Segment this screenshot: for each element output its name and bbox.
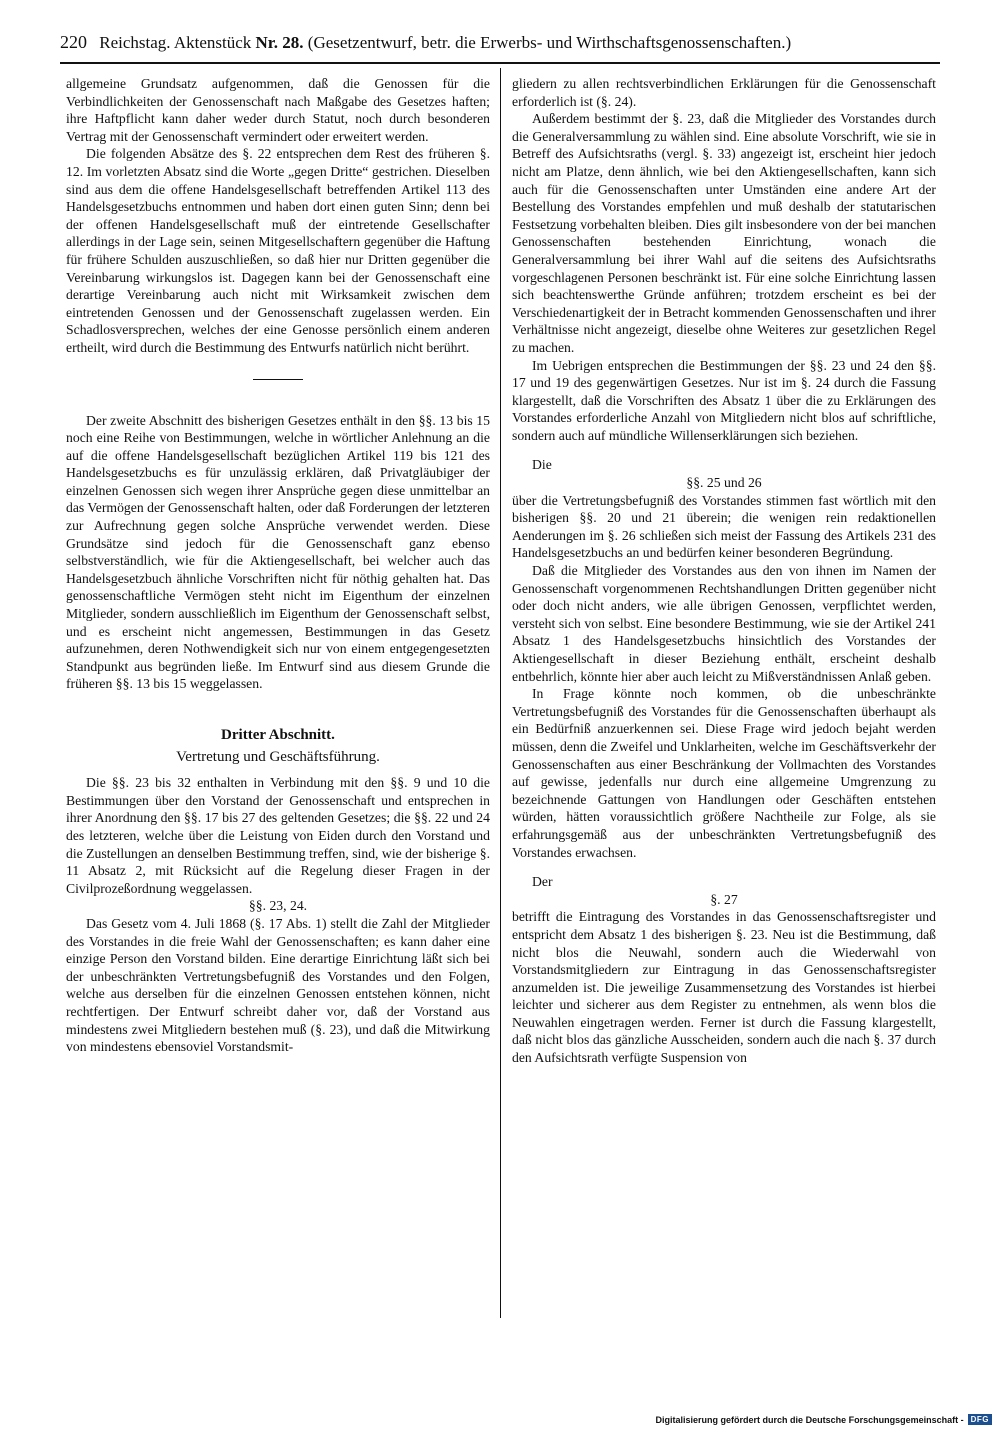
section-separator: [253, 379, 303, 380]
column-divider: [500, 68, 501, 1318]
section-subtitle: Vertretung und Geschäftsführung.: [176, 748, 380, 765]
header-publication: Reichstag. Aktenstück: [99, 33, 252, 52]
paragraph: Daß die Mitglieder des Vorstandes aus den von ihnen im Namen der Genossenschaft vorgenommenen Rechtshandlungen Dritten gegenüber nicht oder doch nicht anders, wie alle übrigen Genossen, verpflichtet werden, versteht sich von selbst. Eine besondere Bestimmung, wie sie der Artikel 241 Absatz 1 des Handelsgesetzbuchs hinsichtlich des Vorstandes der Aktiengesellschaft in dieser Beziehung enthält, erscheint deshalb entbehrlich, könnte hier aber auch leicht zu Mißverständnissen Anlaß geben.: [512, 563, 936, 684]
header-subject: (Gesetzentwurf, betr. die Erwerbs- und Wirthschaftsgenossenschaften.): [307, 33, 792, 52]
paragraph-heading: §§. 25 und 26: [686, 475, 762, 491]
paragraph: Die folgenden Absätze des §. 22 entsprechen dem Rest des früheren §. 12. Im vorletzten Absatz sind die Worte „gegen Dritte“ gestrichen. Dieselben sind aus dem die offene Handelsgesellschaft betreffenden Artikel 113 des Handelsgesetzbuchs entnommen und haben dort einen guten Sinn; denn bei der offenen Handelsgesellschaft muß der eintretende Gesellschafter allerdings in der Lage sein, seinen Mitgesellschaftern gegenüber die Haftung für frühere Schulden auszuschließen, so daß hier nur Dritten gegenüber die Vereinbarung wirkungslos ist. Dagegen kann bei der Genossenschaft eine derartige Vereinbarung auch nicht mit Wirksamkeit zwischen dem eintretenden Genossen und der Genossenschaft zugelassen werden. Ein Schadlosversprechen, welches der eine Genosse persönlich einem anderen ertheilt, wird durch die Bestimmung des Entwurfs natürlich nicht berührt.: [66, 146, 490, 355]
paragraph: gliedern zu allen rechtsverbindlichen Erklärungen für die Genossenschaft erforderlich ist (§. 24).: [512, 76, 936, 109]
paragraph: Außerdem bestimmt der §. 23, daß die Mitglieder des Vorstandes durch die Generalversammlung zu wählen sind. Eine absolute Vorschrift, wie sie in Betreff des Aufsichtsraths (vergl. §. 33) angezeigt ist, erscheint hier jedoch nicht am Platze, denn ähnlich, wie bei den Aktiengesellschaften, kann sich auch für die Genossenschaften unter Umständen eine andere Art der Bestellung des Vorstandes empfehlen und muß deshalb der statutarischen Festsetzung vorbehalten bleiben. Dies gilt insbesondere von der bei manchen Genossenschaften bestehenden Einrichtung, wonach die Generalversammlung bei ihrer Wahl auf die seitens des Aufsichtsraths vorgeschlagenen Personen beschränkt ist. Für eine solche Einrichtung lassen sich beachtenswerthe Gründe anführen; trotzdem erscheint es bei der Verschiedenartigkeit der in Betracht kommenden Genossenschaften und ihrer Verhältnisse nicht angezeigt, dieselbe ohne Weiteres zur gesetzlichen Regel zu machen.: [512, 111, 936, 355]
section-title: Dritter Abschnitt.: [221, 727, 335, 743]
paragraph-heading: §. 27: [710, 891, 738, 907]
paragraph: Der zweite Abschnitt des bisherigen Gesetzes enthält in den §§. 13 bis 15 noch eine Reihe von Bestimmungen, welche in wörtlicher Anlehnung an die auf die offene Handelsgesellschaft bezüglichen Artikel 119 bis 121 des Handelsgesetzbuchs es für unzulässig erklären, daß Privatgläubiger der einzelnen Genossen sich wegen ihrer Ansprüche gegen diese unmittelbar an das Vermögen der Genossenschaft halten, oder daß Forderungen der letzteren zur Aufrechnung gegen solche Ansprüche verwendet werden. Diese Grundsätze sind jedoch für die Genossenschaft ganz ebenso selbstverständlich, wie für die Aktiengesellschaft, bei welcher auch das Handelsgesetzbuch ähnliche Vorschriften nicht für nöthig gehalten hat. Das genossenschaftliche Vermögen steht nicht im Eigenthum der einzelnen Mitglieder, sondern ausschließlich im Eigenthum der Genossenschaft selbst, und es erscheint nicht angemessen, Bestimmungen in das Gesetz aufzunehmen, deren Nothwendigkeit sich nur von einem entgegengesetzten Standpunkt aus begründen ließe. Im Entwurf sind aus diesem Grunde die früheren §§. 13 bis 15 weggelassen.: [66, 412, 490, 692]
paragraph-lead: Der: [532, 874, 553, 890]
paragraph: In Frage könnte noch kommen, ob die unbeschränkte Vertretungsbefugniß des Vorstandes für die Genossenschaften überhaupt als ein Bedürfniß anzuerkennen sei. Diese Frage wird jedoch bejaht werden müssen, denn die Zweifel und Unklarheiten, welche im Geschäftsverkehr der Genossenschaften aus einer Beschränkung der Vollmachten des Vorstandes auf gewisse, jedenfalls nur durch eine allgemeine Umgrenzung zu bezeichnende Gattungen von Handlungen oder Geschäften entstehen würden, hätten voraussichtlich größere Nachtheile zur Folge, als sie erfahrungsgemäß aus der unbeschränkten Vertretungsbefugniß des Vorstandes erwachsen.: [512, 686, 936, 860]
footer-text: Digitalisierung gefördert durch die Deutsche Forschungsgemeinschaft -: [655, 1414, 964, 1425]
paragraph: allgemeine Grundsatz aufgenommen, daß die Genossen für die Verbindlichkeiten der Genossenschaft nach Maßgabe des Gesetzes haften; ihre Haftpflicht kann daher weder durch Statut, noch durch besonderen Vertrag mit der Genossenschaft vermindert oder erweitert werden.: [66, 76, 490, 144]
page-header: [60, 32, 940, 53]
paragraph-heading: §§. 23, 24.: [248, 898, 308, 914]
paragraph-lead: Die: [532, 457, 552, 473]
page-number: 220: [60, 32, 87, 52]
dfg-logo-icon: DFG: [968, 1414, 992, 1425]
digitization-footer: [656, 1414, 992, 1425]
header-rule: [60, 62, 940, 64]
right-column: [512, 75, 936, 1067]
paragraph: Im Uebrigen entsprechen die Bestimmungen der §§. 23 und 24 den §§. 17 und 19 des gegenwärtigen Gesetzes. Nur ist im §. 24 durch die Fassung klargestellt, daß die Vorschriften des Absatz 1 über die zu Erklärungen des Vorstandes erforderliche Anzahl von Mitgliedern nicht blos auf schriftliche, sondern auch auf mündliche Willenserklärungen sich beziehen.: [512, 357, 936, 443]
left-column: [66, 75, 490, 1056]
paragraph: Das Gesetz vom 4. Juli 1868 (§. 17 Abs. 1) stellt die Zahl der Mitglieder des Vorstandes in die freie Wahl der Genossenschaften; es kann daher eine einzige Person den Vorstand bilden. Eine derartige Einrichtung läßt sich bei der unbeschränkten Vertretungsbefugniß des Vorstandes und den Folgen, welche aus derselben für die einzelnen Genossen entstehen können, nicht rechtfertigen. Der Entwurf schreibt daher vor, daß der Vorstand aus mindestens zwei Mitgliedern bestehen muß (§. 23), und daß die Mitwirkung von mindestens ebensoviel Vorstandsmit-: [66, 915, 490, 1055]
header-document-number: Nr. 28.: [255, 33, 304, 52]
paragraph: über die Vertretungsbefugniß des Vorstandes stimmen fast wörtlich mit den bisherigen §§. 20 und 21 überein; die wenigen rein redaktionellen Aenderungen im §. 26 schließen sich meist der Fassung des Artikels 231 des Handelsgesetzbuchs an und bedürfen keiner besonderen Begründung.: [512, 492, 936, 561]
paragraph: Die §§. 23 bis 32 enthalten in Verbindung mit den §§. 9 und 10 die Bestimmungen über den Vorstand der Genossenschaft und entsprechen in ihrer Anordnung den §§. 17 bis 27 des geltenden Gesetzes; die §§. 22 und 24 des letzteren, welche über die Leistung von Eiden durch den Vorstand und die Zustellungen an denselben Bestimmung treffen, sind, wie der bisherige §. 11 Absatz 2, mit Rücksicht auf die Regelung dieser Fragen in der Civilprozeßordnung weggelassen.: [66, 775, 490, 896]
paragraph: betrifft die Eintragung des Vorstandes in das Genossenschaftsregister und entspricht dem Absatz 1 des bisherigen §. 23. Neu ist die Bestimmung, daß nicht blos die Neuwahl, sondern auch die Wiederwahl von Vorstandsmitgliedern zur Eintragung in das Genossenschaftsregister anzumelden ist. Die jeweilige Zusammensetzung des Vorstandes ist hierbei leichter und sicherer aus dem Register zu entnehmen, als wenn blos die Neuwahlen eingetragen werden. Ferner ist durch die Fassung klargestellt, daß nicht blos das gänzliche Ausscheiden, sondern auch die nach §. 37 durch den Aufsichtsrath verfügte Suspension von: [512, 909, 936, 1066]
